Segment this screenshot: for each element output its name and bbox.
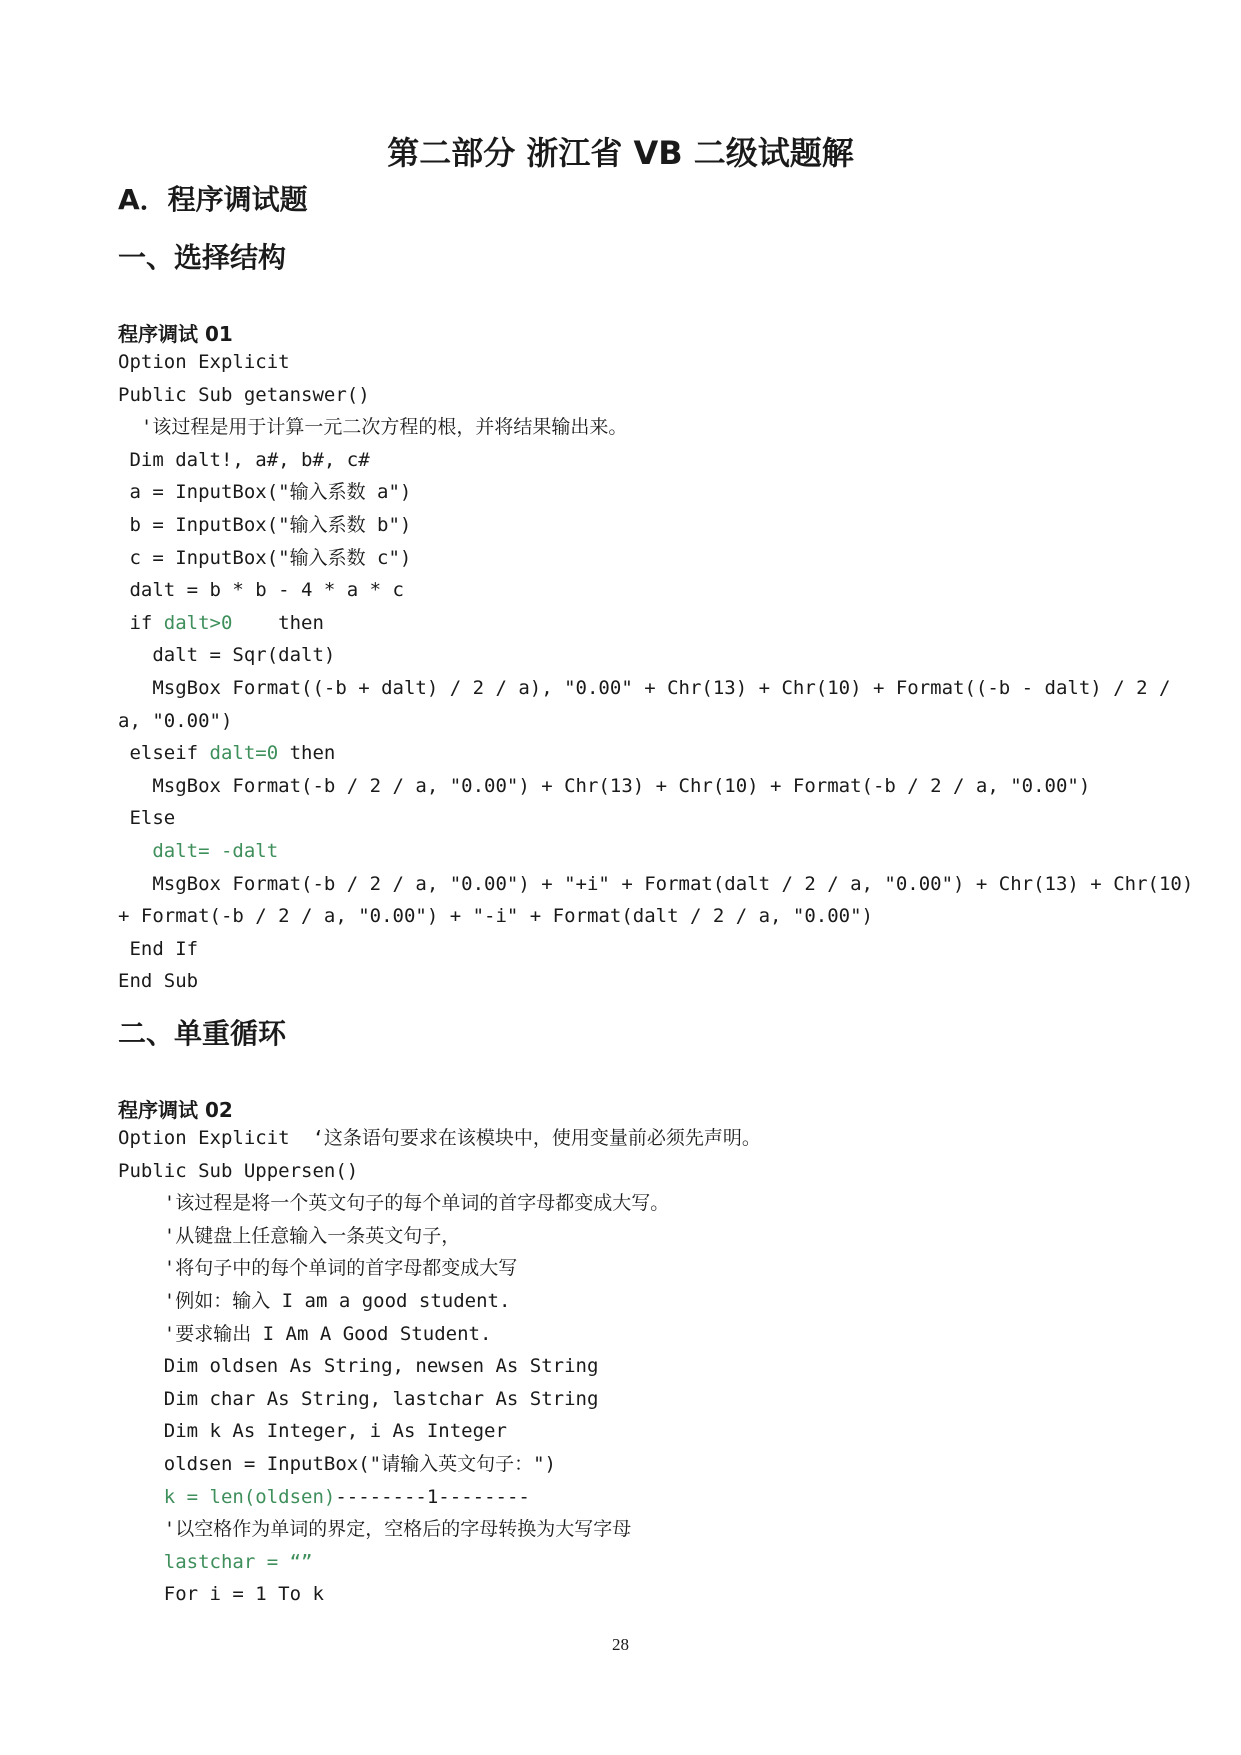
code-line: '以空格作为单词的界定，空格后的字母转换为大写字母	[118, 1518, 632, 1541]
code-text	[118, 840, 152, 862]
code-line: Dim dalt!, a#, b#, c#	[118, 448, 370, 471]
code-line: '例如：输入 I am a good student.	[118, 1289, 511, 1312]
code-line: '该过程是将一个英文句子的每个单词的首字母都变成大写。	[118, 1192, 670, 1215]
section-a-heading: A．程序调试题	[118, 183, 308, 216]
code-line: Option Explicit	[118, 351, 290, 373]
page-title: 第二部分 浙江省 VB 二级试题解	[387, 134, 854, 172]
code-line	[118, 1546, 1128, 1579]
code-line: End Sub	[118, 970, 199, 993]
highlighted-code: k = len(oldsen)	[163, 1485, 336, 1508]
code-line: b = InputBox("输入系数 b")	[118, 513, 412, 536]
prog02-code-block	[118, 1122, 1128, 1611]
code-line: a, "0.00")	[118, 709, 233, 732]
code-line	[118, 737, 1128, 770]
code-line: + Format(-b / 2 / a, "0.00") + "-i" + Format(dalt / 2 / a, "0.00")	[118, 905, 873, 928]
code-line: Public Sub getanswer()	[118, 383, 370, 406]
code-line	[118, 835, 1128, 868]
code-line: Option Explicit ‘这条语句要求在该模块中，使用变量前必须先声明。	[118, 1127, 761, 1149]
code-line: MsgBox Format(-b / 2 / a, "0.00") + Chr(13) + Chr(10) + Format(-b / 2 / a, "0.00")	[118, 774, 1091, 797]
highlighted-code: dalt=0	[209, 742, 279, 765]
code-text: --------1--------	[335, 1485, 530, 1508]
code-line: For i = 1 To k	[118, 1583, 324, 1606]
highlighted-code: dalt>0	[163, 611, 233, 634]
highlighted-code: dalt= -dalt	[152, 839, 279, 862]
code-line: dalt = Sqr(dalt)	[118, 644, 336, 667]
code-text: if	[118, 611, 164, 634]
code-line: Dim char As String, lastchar As String	[118, 1387, 599, 1410]
code-line	[118, 1481, 1128, 1514]
code-line: '该过程是用于计算一元二次方程的根，并将结果输出来。	[118, 416, 628, 439]
code-line: '将句子中的每个单词的首字母都变成大写	[118, 1257, 518, 1280]
page-number: 28	[612, 1635, 629, 1654]
section-2-heading: 二、单重循环	[118, 1017, 287, 1050]
highlighted-code: lastchar = “”	[163, 1550, 313, 1573]
code-line: Dim k As Integer, i As Integer	[118, 1420, 507, 1443]
code-line: oldsen = InputBox("请输入英文句子：")	[118, 1452, 556, 1475]
code-line: Dim oldsen As String, newsen As String	[118, 1355, 599, 1378]
section-1-heading: 一、选择结构	[118, 241, 287, 274]
code-text: then	[232, 611, 324, 634]
code-line: MsgBox Format(-b / 2 / a, "0.00") + "+i" + Format(dalt / 2 / a, "0.00") + Chr(13) + Chr(10)	[118, 872, 1194, 895]
code-line: '从键盘上任意输入一条英文句子，	[118, 1224, 461, 1247]
code-line: '要求输出 I Am A Good Student.	[118, 1322, 492, 1345]
code-text: then	[278, 742, 336, 765]
code-line: c = InputBox("输入系数 c")	[118, 546, 412, 569]
code-line: MsgBox Format((-b + dalt) / 2 / a), "0.00" + Chr(13) + Chr(10) + Format((-b - dalt) / 2 /	[118, 676, 1171, 699]
code-text	[118, 1486, 164, 1508]
prog02-label: 程序调试 02	[118, 1098, 233, 1122]
code-line: a = InputBox("输入系数 a")	[118, 481, 412, 504]
prog01-code-block	[118, 346, 1194, 998]
code-line: dalt = b * b - 4 * a * c	[118, 579, 404, 602]
code-line	[118, 607, 1128, 640]
code-text: elseif	[118, 742, 210, 765]
code-line: Public Sub Uppersen()	[118, 1159, 359, 1182]
code-line: Else	[118, 807, 176, 830]
code-text	[118, 1551, 164, 1573]
code-line: End If	[118, 937, 199, 960]
prog01-label: 程序调试 01	[118, 322, 233, 346]
